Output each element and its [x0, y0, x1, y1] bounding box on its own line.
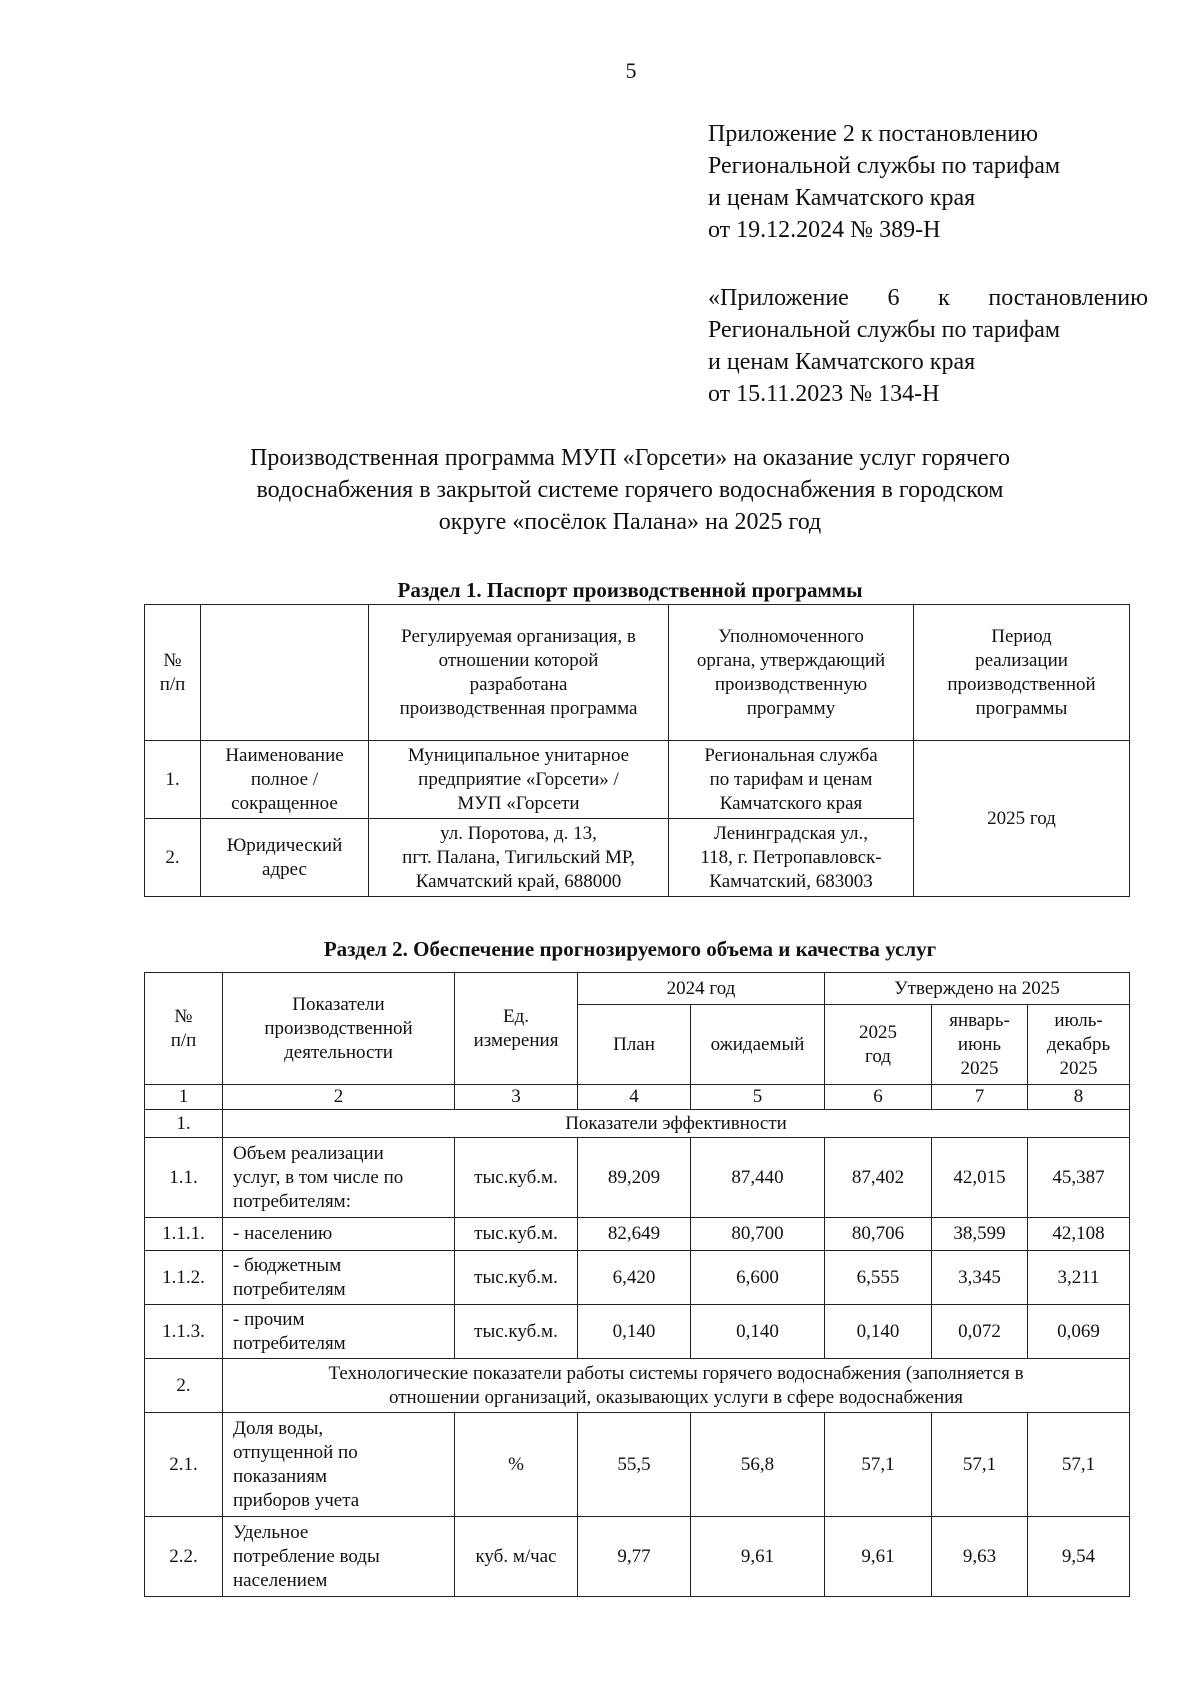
- table-row: [145, 1517, 1130, 1597]
- cell-value: 87,440: [691, 1138, 825, 1218]
- cell-value: 80,706: [825, 1218, 932, 1251]
- table-row: [145, 1251, 1130, 1305]
- row-organization: ул. Поротова, д. 13, пгт. Палана, Тигильский МР, Камчатский край, 688000: [369, 819, 669, 897]
- row-num: 1.1.: [145, 1138, 223, 1218]
- row-unit: %: [455, 1413, 578, 1517]
- header-organization: Регулируемая организация, в отношении которой разработана производственная программа: [369, 605, 669, 741]
- column-number: 4: [578, 1085, 691, 1110]
- cell-value: 80,700: [691, 1218, 825, 1251]
- period-value: 2025 год: [914, 741, 1130, 897]
- header-unit: Ед. измерения: [455, 973, 578, 1085]
- cell-value: 0,140: [578, 1305, 691, 1359]
- header-blank: [201, 605, 369, 741]
- column-number: 3: [455, 1085, 578, 1110]
- services-table: [144, 972, 1130, 1597]
- table-header-row: [145, 605, 1130, 741]
- appendix-line: и ценам Камчатского края: [708, 349, 976, 375]
- row-label: Наименование полное / сокращенное: [201, 741, 369, 819]
- column-number: 2: [223, 1085, 455, 1110]
- header-expected: ожидаемый: [691, 1005, 825, 1085]
- page-number: 5: [625, 58, 637, 83]
- document-title: [140, 442, 1120, 538]
- header-jul-dec: июль- декабрь 2025: [1028, 1005, 1130, 1085]
- cell-value: 0,072: [932, 1305, 1028, 1359]
- column-number: 5: [691, 1085, 825, 1110]
- header-authority: Уполномоченного органа, утверждающий производственную программу: [669, 605, 914, 741]
- appendix-line: и ценам Камчатского края: [708, 185, 976, 211]
- cell-value: 57,1: [1028, 1413, 1130, 1517]
- cell-value: 3,345: [932, 1251, 1028, 1305]
- group-label: Показатели эффективности: [223, 1110, 1130, 1138]
- title-line: водоснабжения в закрытой системе горячего водоснабжения в городском: [256, 477, 1004, 503]
- appendix-line: от 15.11.2023 № 134-Н: [708, 381, 940, 407]
- row-num: 1.1.1.: [145, 1218, 223, 1251]
- cell-value: 55,5: [578, 1413, 691, 1517]
- cell-value: 87,402: [825, 1138, 932, 1218]
- title-line: округе «посёлок Палана» на 2025 год: [438, 509, 822, 535]
- row-label: Доля воды, отпущенной по показаниям приборов учета: [223, 1413, 455, 1517]
- cell-value: 45,387: [1028, 1138, 1130, 1218]
- appendix-line: Региональной службы по тарифам: [708, 153, 1061, 179]
- row-num: 1.1.3.: [145, 1305, 223, 1359]
- cell-value: 38,599: [932, 1218, 1028, 1251]
- header-indicator: Показатели производственной деятельности: [223, 973, 455, 1085]
- cell-value: 3,211: [1028, 1251, 1130, 1305]
- column-number-row: [145, 1085, 1130, 1110]
- group-num: 2.: [145, 1359, 223, 1413]
- cell-value: 89,209: [578, 1138, 691, 1218]
- appendix-6-header: [708, 282, 1148, 410]
- cell-value: 42,015: [932, 1138, 1028, 1218]
- header-jan-jun: январь- июнь 2025: [932, 1005, 1028, 1085]
- column-number: 8: [1028, 1085, 1130, 1110]
- cell-value: 9,61: [825, 1517, 932, 1597]
- row-authority: Региональная служба по тарифам и ценам Камчатского края: [669, 741, 914, 819]
- row-num: 1.: [145, 741, 201, 819]
- table-header-row: [145, 973, 1130, 1005]
- header-period: Период реализации производственной программы: [914, 605, 1130, 741]
- appendix-line: от 19.12.2024 № 389-Н: [708, 217, 941, 243]
- column-number: 7: [932, 1085, 1028, 1110]
- row-unit: тыс.куб.м.: [455, 1218, 578, 1251]
- header-num: № п/п: [145, 605, 201, 741]
- table-row: [145, 1413, 1130, 1517]
- table-row: [145, 741, 1130, 819]
- cell-value: 0,140: [825, 1305, 932, 1359]
- row-unit: тыс.куб.м.: [455, 1251, 578, 1305]
- cell-value: 57,1: [932, 1413, 1028, 1517]
- row-organization: Муниципальное унитарное предприятие «Горсети» / МУП «Горсети: [369, 741, 669, 819]
- header-num: № п/п: [145, 973, 223, 1085]
- appendix-line: Приложение 2 к постановлению: [708, 121, 1039, 147]
- row-unit: тыс.куб.м.: [455, 1138, 578, 1218]
- cell-value: 6,600: [691, 1251, 825, 1305]
- column-number: 1: [145, 1085, 223, 1110]
- cell-value: 0,069: [1028, 1305, 1130, 1359]
- header-plan: План: [578, 1005, 691, 1085]
- cell-value: 56,8: [691, 1413, 825, 1517]
- group-num: 1.: [145, 1110, 223, 1138]
- table-row: [145, 1218, 1130, 1251]
- row-num: 1.1.2.: [145, 1251, 223, 1305]
- passport-table: [144, 604, 1130, 897]
- column-number: 6: [825, 1085, 932, 1110]
- cell-value: 82,649: [578, 1218, 691, 1251]
- cell-value: 9,54: [1028, 1517, 1130, 1597]
- table-row: [145, 1305, 1130, 1359]
- row-label: - прочим потребителям: [223, 1305, 455, 1359]
- cell-value: 9,63: [932, 1517, 1028, 1597]
- group-row: [145, 1110, 1130, 1138]
- row-num: 2.: [145, 819, 201, 897]
- group-row: [145, 1359, 1130, 1413]
- appendix-line: «Приложение 6 к постановлению: [708, 285, 1148, 311]
- section-1-title: Раздел 1. Паспорт производственной программы: [397, 578, 863, 602]
- cell-value: 0,140: [691, 1305, 825, 1359]
- row-label: - бюджетным потребителям: [223, 1251, 455, 1305]
- cell-value: 6,555: [825, 1251, 932, 1305]
- row-authority: Ленинградская ул., 118, г. Петропавловск- Камчатский, 683003: [669, 819, 914, 897]
- row-num: 2.1.: [145, 1413, 223, 1517]
- group-label: Технологические показатели работы системы горячего водоснабжения (заполняется в отношении организаций, оказывающих услуги в сфере водоснабжения: [223, 1359, 1130, 1413]
- appendix-2-header: [708, 118, 1148, 246]
- section-2-title: Раздел 2. Обеспечение прогнозируемого объема и качества услуг: [323, 937, 937, 961]
- row-num: 2.2.: [145, 1517, 223, 1597]
- cell-value: 9,77: [578, 1517, 691, 1597]
- cell-value: 9,61: [691, 1517, 825, 1597]
- appendix-line: Региональной службы по тарифам: [708, 317, 1061, 343]
- row-unit: куб. м/час: [455, 1517, 578, 1597]
- table-row: [145, 1138, 1130, 1218]
- cell-value: 57,1: [825, 1413, 932, 1517]
- row-label: Объем реализации услуг, в том числе по потребителям:: [223, 1138, 455, 1218]
- cell-value: 42,108: [1028, 1218, 1130, 1251]
- row-label: Юридический адрес: [201, 819, 369, 897]
- cell-value: 6,420: [578, 1251, 691, 1305]
- row-unit: тыс.куб.м.: [455, 1305, 578, 1359]
- header-2024: 2024 год: [578, 973, 825, 1005]
- row-label: Удельное потребление воды населением: [223, 1517, 455, 1597]
- title-line: Производственная программа МУП «Горсети» на оказание услуг горячего: [250, 445, 1010, 471]
- header-approved-2025: Утверждено на 2025: [825, 973, 1130, 1005]
- row-label: - населению: [223, 1218, 455, 1251]
- header-2025-year: 2025 год: [825, 1005, 932, 1085]
